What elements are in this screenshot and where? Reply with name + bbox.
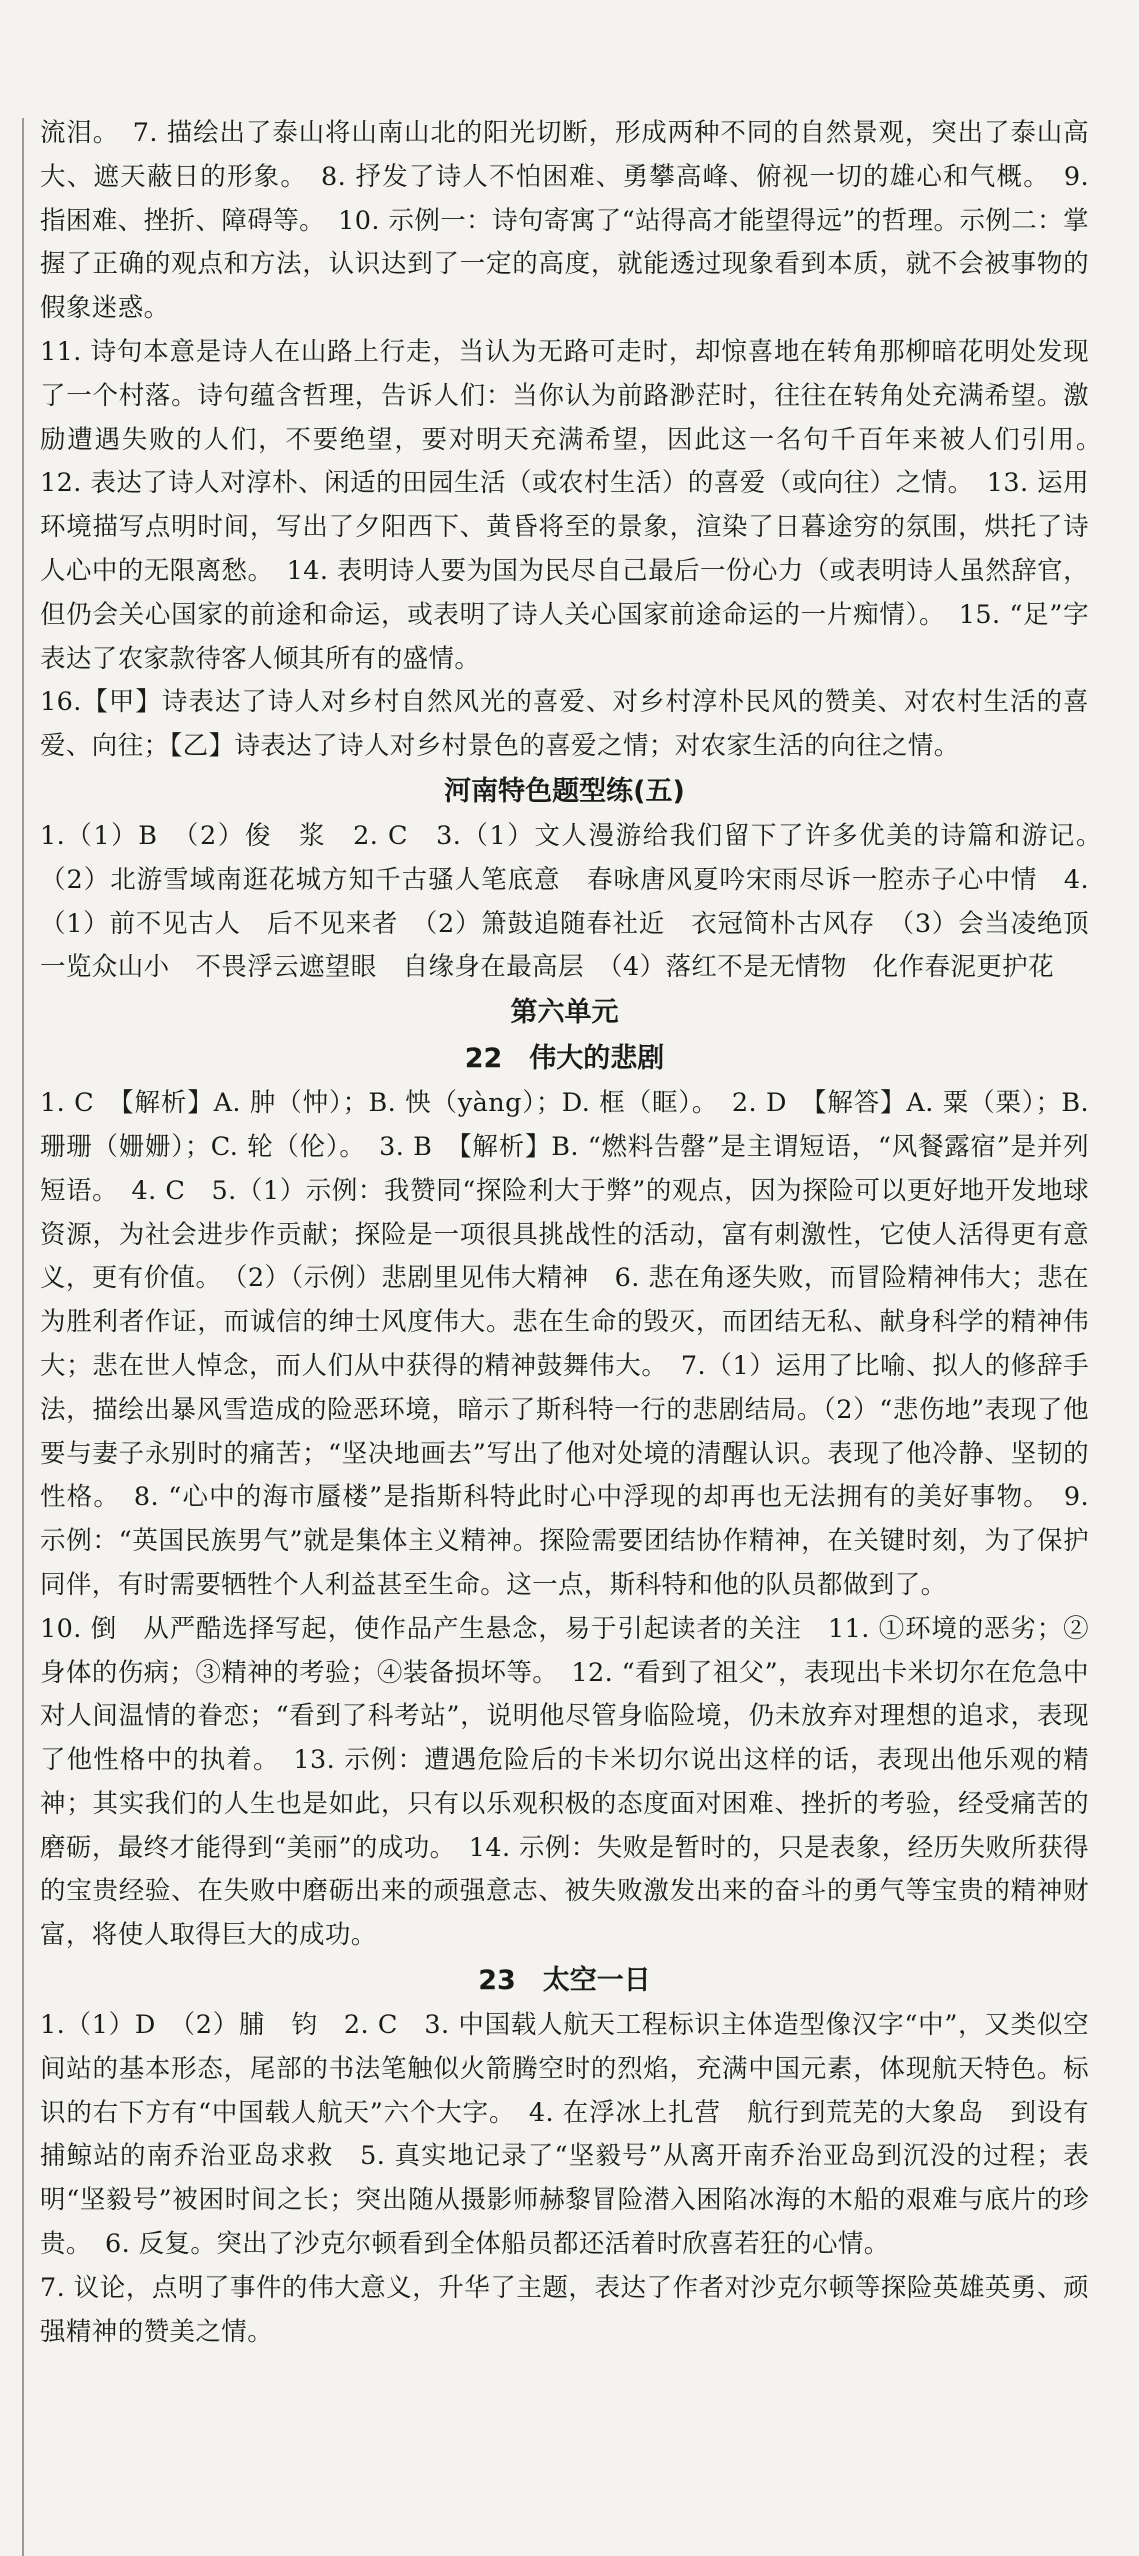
answer-paragraph: 1.（1）B （2）俊 浆 2. C 3.（1）文人漫游给我们留下了许多优美的诗篇和游记。 （2）北游雪域南逛花城方知千古骚人笔底意 春咏唐风夏吟宋雨尽诉一腔赤子心中情 4.（1）前不见古人 后不见来者 （2）箫鼓追随春社近 衣冠简朴古风存 （3）会当凌绝顶 一览众山小 不畏浮云遮望眼 自缘身在最高层 （4）落红不是无情物 化作春泥更护花	[40, 820, 1115, 983]
answer-paragraph: 16.【甲】诗表达了诗人对乡村自然风光的喜爱、对乡村淳朴民风的赞美、对农村生活的喜爱、向往；【乙】诗表达了诗人对乡村景色的喜爱之情；对农家生活的向往之情。	[40, 687, 1089, 762]
section-heading: 第六单元	[510, 997, 619, 1029]
section-heading: 22 伟大的悲剧	[464, 1043, 665, 1075]
answer-paragraph: 1. C 【解析】A. 肿（忡）；B. 怏（yàng）；D. 框（眶）。 2. D 【解答】A. 粟（栗）；B. 珊珊（姗姗）；C. 轮（伦）。 3. B 【解析】B. “燃料告罄”是主谓短语，“风餐露宿”是并列短语。 4. C 5.（1）示例：我赞同“探险利大于弊”的观点，因为探险可以更好地开发地球资源，为社会进步作贡献；探险是一项很具挑战性的活动，富有刺激性，它使人活得更有意义，更有价值。 （2）（示例）悲剧里见伟大精神 6. 悲在角逐失败，而冒险精神伟大；悲在为胜利者作证，而诚信的绅士风度伟大。悲在生命的毁灭，而团结无私、献身科学的精神伟大；悲在世人悼念，而人们从中获得的精神鼓舞伟大。 7.（1）运用了比喻、拟人的修辞手法，描绘出暴风雪造成的险恶环境，暗示了斯科特一行的悲剧结局。（2）“悲伤地”表现了他要与妻子永别时的痛苦；“坚决地画去”写出了他对处境的清醒认识。表现了他冷静、坚韧的性格。 8. “心中的海市蜃楼”是指斯科特此时心中浮现的却再也无法拥有的美好事物。 9. 示例：“英国民族男气”就是集体主义精神。探险需要团结协作精神，在关键时刻，为了保护同伴，有时需要牺牲个人利益甚至生命。这一点，斯科特和他的队员都做到了。	[40, 1088, 1089, 1600]
section-heading: 河南特色题型练(五)	[444, 775, 685, 807]
answer-paragraph: 10. 倒 从严酷选择写起，使作品产生悬念，易于引起读者的关注 11. ①环境的恶劣；②身体的伤病；③精神的考验；④装备损坏等。 12. “看到了祖父”，表现出卡米切尔在危急中对人间温情的眷恋；“看到了科考站”，说明他尽管身临险境，仍未放弃对理想的追求，表现了他性格中的执着。 13. 示例：遭遇危险后的卡米切尔说出这样的话，表现出他乐观的精神；其实我们的人生也是如此，只有以乐观积极的态度面对困难、挫折的考验，经受痛苦的磨砺，最终才能得到“美丽”的成功。 14. 示例：失败是暂时的，只是表象，经历失败所获得的宝贵经验、在失败中磨砺出来的顽强意志、被失败激发出来的奋斗的勇气等宝贵的精神财富，将使人取得巨大的成功。	[40, 1613, 1089, 1951]
section-heading: 23 太空一日	[478, 1965, 651, 1997]
answer-paragraph: 流泪。 7. 描绘出了泰山将山南山北的阳光切断，形成两种不同的自然景观，突出了泰山高大、遮天蔽日的形象。 8. 抒发了诗人不怕困难、勇攀高峰、俯视一切的雄心和气概。 9. 指困难、挫折、障碍等。 10. 示例一：诗句寄寓了“站得高才能望得远”的哲理。示例二：掌握了正确的观点和方法，认识达到了一定的高度，就能透过现象看到本质，就不会被事物的假象迷惑。	[40, 118, 1089, 324]
answer-paragraph: 1.（1）D （2）脯 钧 2. C 3. 中国载人航天工程标识主体造型像汉字“中”，又类似空间站的基本形态，尾部的书法笔触似火箭腾空时的烈焰，充满中国元素，体现航天特色。标识的右下方有“中国载人航天”六个大字。 4. 在浮冰上扎营 航行到荒芜的大象岛 到设有捕鲸站的南乔治亚岛求救 5. 真实地记录了“坚毅号”从离开南乔治亚岛到沉没的过程；表明“坚毅号”被困时间之长；突出随从摄影师赫黎冒险潜入困陷冰海的木船的艰难与底片的珍贵。 6. 反复。突出了沙克尔顿看到全体船员都还活着时欣喜若狂的心情。	[40, 2010, 1089, 2260]
answer-paragraph: 7. 议论，点明了事件的伟大意义，升华了主题，表达了作者对沙克尔顿等探险英雄英勇、顽强精神的赞美之情。	[40, 2272, 1089, 2347]
answer-paragraph: 11. 诗句本意是诗人在山路上行走，当认为无路可走时，却惊喜地在转角那柳暗花明处发现了一个村落。诗句蕴含哲理，告诉人们：当你认为前路渺茫时，往往在转角处充满希望。激励遭遇失败的人们，不要绝望，要对明天充满希望，因此这一名句千百年来被人们引用。 12. 表达了诗人对淳朴、闲适的田园生活（或农村生活）的喜爱（或向往）之情。 13. 运用环境描写点明时间，写出了夕阳西下、黄昏将至的景象，渲染了日暮途穷的氛围，烘托了诗人心中的无限离愁。 14. 表明诗人要为国为民尽自己最后一份心力（或表明诗人虽然辞官，但仍会关心国家的前途和命运，或表明了诗人关心国家前途命运的一片痴情）。 15. “足”字表达了农家款待客人倾其所有的盛情。	[40, 336, 1115, 674]
